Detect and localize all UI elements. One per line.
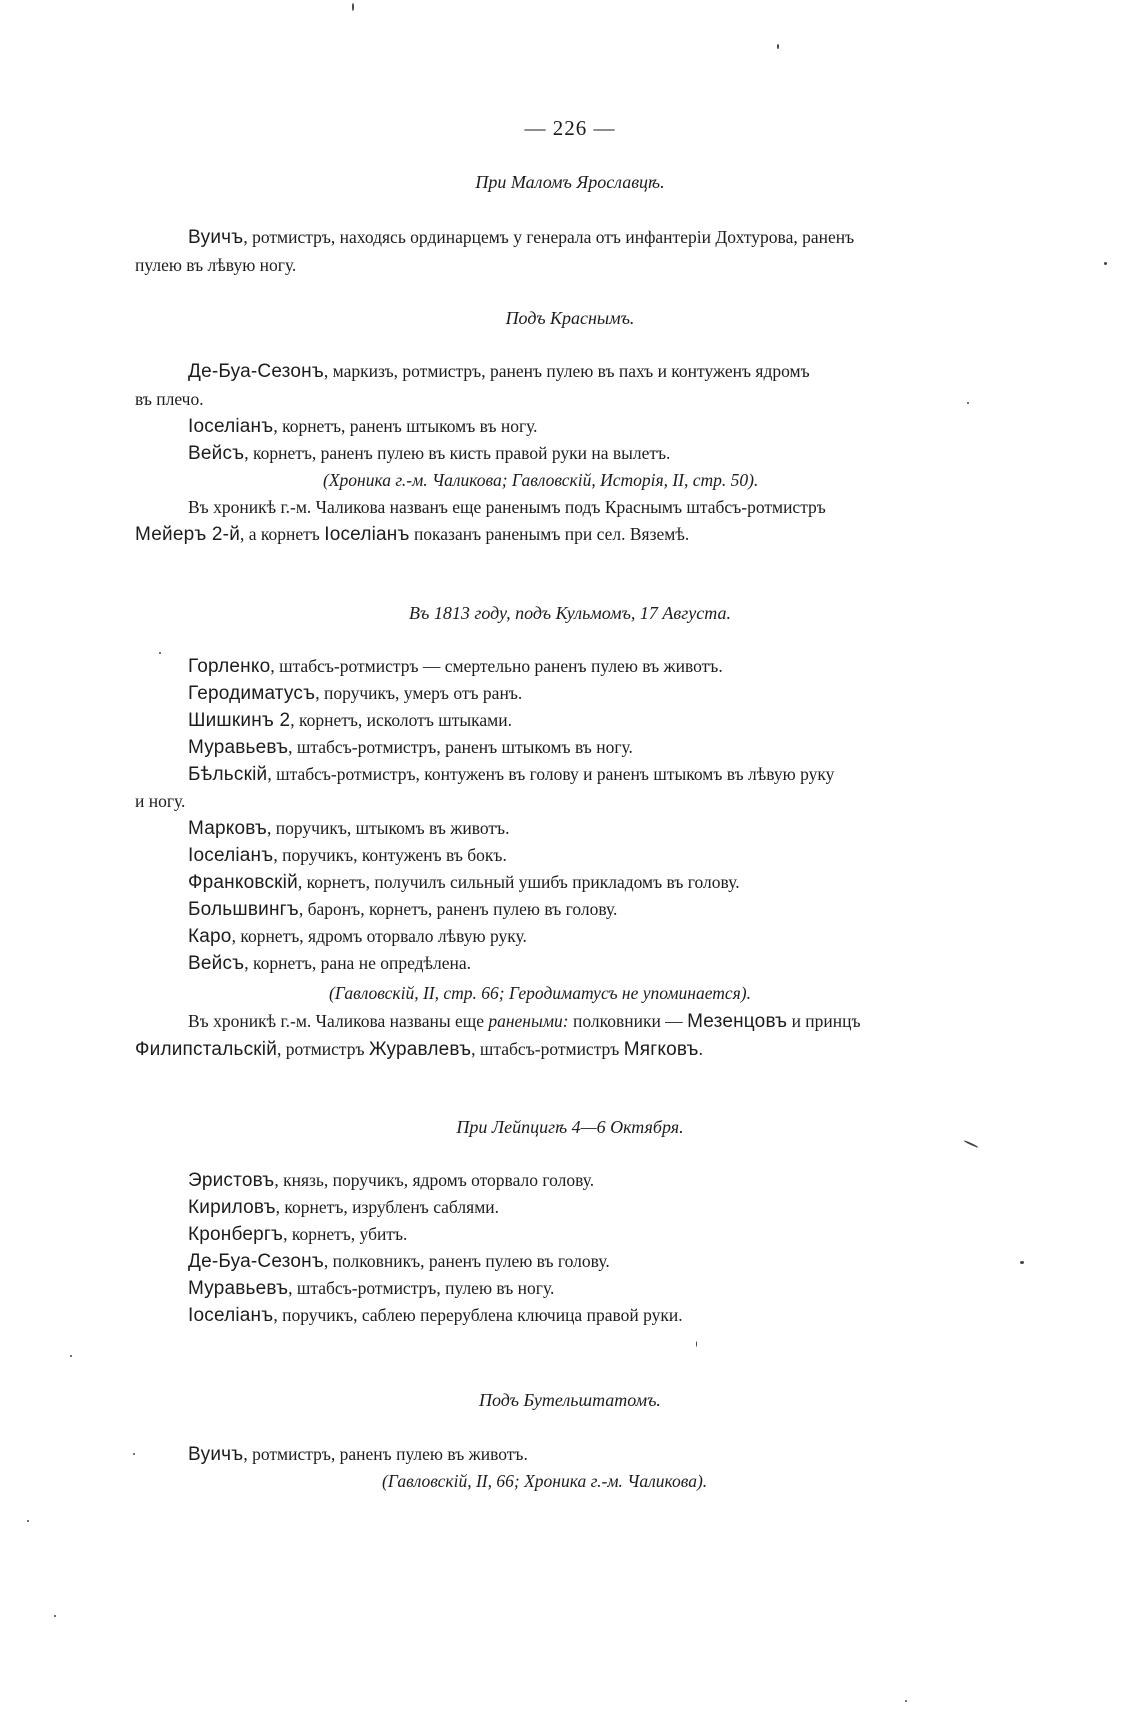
scan-speck — [70, 1355, 72, 1357]
person-name: Бѣльскій — [188, 764, 268, 785]
section-heading-maloyaroslavets: При Маломъ Ярославцѣ. — [475, 172, 665, 192]
scan-speck — [54, 1615, 56, 1617]
entry-line — [188, 1277, 554, 1300]
entry-text: , корнетъ, исколотъ штыками. — [290, 710, 512, 730]
entry-line — [188, 952, 471, 975]
person-name: Филипстальскій — [135, 1039, 278, 1060]
scan-speck — [133, 1453, 135, 1455]
entry-line — [188, 1223, 407, 1246]
entry-text: , полковникъ, раненъ пулею въ голову. — [323, 1251, 610, 1271]
entry-line — [188, 1196, 499, 1219]
person-name: Мягковъ — [623, 1039, 699, 1060]
person-name: Іоселіанъ — [188, 845, 274, 866]
note-emphasis: ранеными: — [488, 1011, 569, 1031]
entry-text: , князь, поручикъ, ядромъ оторвало голову. — [274, 1170, 595, 1190]
person-name: Іоселіанъ — [324, 524, 410, 545]
person-name: Журавлевъ — [368, 1039, 472, 1060]
entry-line — [188, 925, 527, 948]
entry-text: , корнетъ, рана не опредѣлена. — [244, 953, 472, 973]
section-heading-leipzig: При Лейпцигѣ 4—6 Октября. — [456, 1117, 684, 1137]
entry-text: , штабсъ-ротмистръ, контуженъ въ голову и раненъ штыкомъ въ лѣвую руку — [267, 764, 835, 784]
entry-line — [188, 226, 854, 249]
scan-speck — [777, 44, 779, 49]
entry-text: , штабсъ-ротмистръ, пулею въ ногу. — [288, 1278, 555, 1298]
entry-line — [188, 1443, 528, 1466]
entry-line — [188, 1169, 594, 1192]
note-text: Въ хроникѣ г.-м. Чаликова названы еще — [188, 1011, 489, 1031]
citation: (Хроника г.-м. Чаликова; Гавловскій, Исторія, II, стр. 50). — [323, 470, 759, 490]
entry-text: , корнетъ, раненъ пулею въ кисть правой руки на вылетъ. — [244, 443, 671, 463]
entry-line — [188, 871, 740, 894]
entry-line — [188, 415, 538, 438]
entry-line — [188, 682, 522, 705]
person-name: Де-Буа-Сезонъ — [188, 361, 324, 382]
note-text: . — [698, 1039, 703, 1059]
person-name: Шишкинъ 2 — [188, 710, 291, 731]
note-line: Въ хроникѣ г.-м. Чаликова названъ еще раненымъ подъ Краснымъ штабсъ-ротмистръ — [188, 497, 826, 517]
person-name: Де-Буа-Сезонъ — [188, 1251, 324, 1272]
entry-text: , корнетъ, убитъ. — [283, 1224, 408, 1244]
citation: (Гавловскій, II, 66; Хроника г.-м. Чаликова). — [382, 1471, 708, 1491]
entry-line — [188, 898, 617, 921]
person-name: Каро — [188, 926, 232, 947]
note-line — [188, 1010, 861, 1033]
entry-line — [188, 1250, 610, 1273]
note-text: , а корнетъ — [240, 524, 325, 544]
person-name: Геродиматусъ — [188, 683, 316, 704]
person-name: Горленко — [188, 656, 271, 677]
entry-text: , поручикъ, умеръ отъ ранъ. — [315, 683, 523, 703]
person-name: Вейсъ — [188, 443, 245, 464]
note-line — [135, 523, 689, 546]
person-name: Эристовъ — [188, 1170, 275, 1191]
note-text: полковники — — [568, 1011, 688, 1031]
entry-line — [188, 844, 507, 867]
person-name: Іоселіанъ — [188, 416, 274, 437]
entry-text: , ротмистръ, находясь ординарцемъ у генерала отъ инфантеріи Дохтурова, раненъ — [243, 227, 855, 247]
person-name: Франковскій — [188, 872, 298, 893]
entry-continuation — [135, 790, 185, 812]
entry-line — [188, 736, 633, 759]
person-name: Вуичъ — [188, 1444, 244, 1465]
person-name: Вейсъ — [188, 953, 245, 974]
scan-speck — [1020, 1261, 1024, 1264]
entry-line — [188, 655, 723, 678]
person-name: Вуичъ — [188, 227, 244, 248]
entry-text: , корнетъ, раненъ штыкомъ въ ногу. — [273, 416, 538, 436]
entry-text: , поручикъ, саблею перерублена ключица правой руки. — [273, 1305, 683, 1325]
scan-speck — [905, 1700, 907, 1702]
section-heading-krasnoe: Подъ Краснымъ. — [505, 308, 635, 328]
entry-line — [188, 763, 834, 786]
entry-text: , штабсъ-ротмистръ — смертельно раненъ пулею въ животъ. — [270, 656, 723, 676]
entry-line — [188, 360, 810, 383]
scan-speck — [696, 1341, 697, 1347]
person-name: Кронбергъ — [188, 1224, 284, 1245]
entry-text: , поручикъ, контуженъ въ бокъ. — [273, 845, 507, 865]
person-name: Марковъ — [188, 818, 268, 839]
scan-speck — [27, 1520, 29, 1522]
note-text: , ротмистръ — [277, 1039, 369, 1059]
entry-text: и ногу. — [135, 791, 186, 811]
person-name: Кириловъ — [188, 1197, 276, 1218]
entry-line — [188, 817, 509, 840]
entry-line — [188, 709, 512, 732]
scan-speck — [1104, 262, 1107, 265]
entry-text: , ротмистръ, раненъ пулею въ животъ. — [243, 1444, 528, 1464]
entry-text: , баронъ, корнетъ, раненъ пулею въ голову. — [298, 899, 618, 919]
note-line — [135, 1038, 703, 1061]
person-name: Мезенцовъ — [687, 1011, 788, 1032]
entry-text: , корнетъ, изрубленъ саблями. — [275, 1197, 500, 1217]
person-name: Муравьевъ — [188, 737, 289, 758]
entry-text: , поручикъ, штыкомъ въ животъ. — [267, 818, 510, 838]
scan-speck — [352, 3, 354, 11]
scan-speck — [159, 652, 161, 654]
person-name: Іоселіанъ — [188, 1305, 274, 1326]
entry-text: , штабсъ-ротмистръ, раненъ штыкомъ въ ногу. — [288, 737, 633, 757]
scan-speck — [967, 402, 969, 404]
note-text: показанъ раненымъ при сел. Вяземѣ. — [409, 524, 690, 544]
citation: (Гавловскій, II, стр. 66; Геродиматусъ не упоминается). — [329, 983, 751, 1003]
page-number: — 226 — — [524, 116, 616, 140]
person-name: Мейеръ 2-й — [135, 524, 241, 545]
entry-text: , маркизъ, ротмистръ, раненъ пулею въ пахъ и контуженъ ядромъ — [323, 361, 810, 381]
entry-continuation: въ плечо. — [135, 389, 204, 409]
section-heading-kulm: Въ 1813 году, подъ Кульмомъ, 17 Августа. — [409, 603, 731, 623]
person-name: Большвингъ — [188, 899, 299, 920]
entry-line — [188, 442, 670, 465]
entry-text: , корнетъ, ядромъ оторвало лѣвую руку. — [231, 926, 527, 946]
note-text: и принцъ — [787, 1011, 861, 1031]
section-heading-buttelstedt: Подъ Бутельштатомъ. — [479, 1390, 661, 1410]
scan-speck — [963, 1140, 978, 1149]
entry-line — [188, 1304, 683, 1327]
person-name: Муравьевъ — [188, 1278, 289, 1299]
entry-continuation: пулею въ лѣвую ногу. — [135, 255, 297, 275]
note-text: , штабсъ-ротмистръ — [471, 1039, 624, 1059]
entry-text: , корнетъ, получилъ сильный ушибъ прикладомъ въ голову. — [297, 872, 740, 892]
